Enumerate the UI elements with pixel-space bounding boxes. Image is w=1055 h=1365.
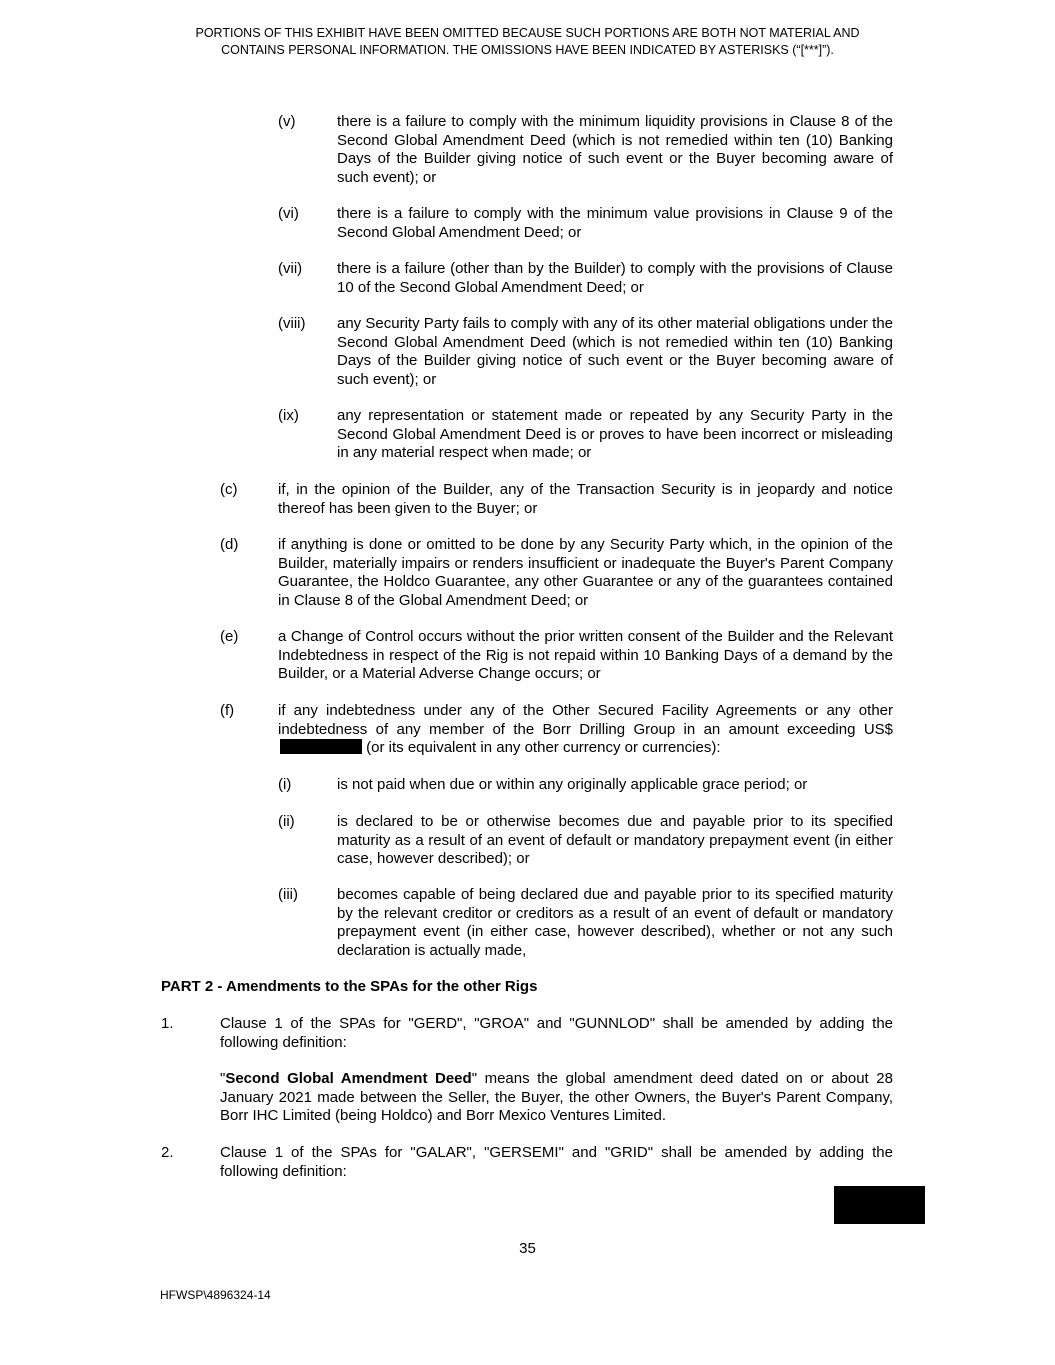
part-2-item-1 <box>161 1015 893 1052</box>
page-number: 35 <box>519 1240 536 1257</box>
clause-item-vi <box>278 205 893 242</box>
item-text: any Security Party fails to comply with any of its other material obligations under the Second Global Amendment Deed (which is not remedied within ten (10) Banking Days of the Builder giving notice of such event or the Buyer becoming aware of such event); or <box>337 315 893 388</box>
item-number: (v) <box>278 113 296 130</box>
redaction-block <box>834 1186 925 1224</box>
notice-line-2: CONTAINS PERSONAL INFORMATION. THE OMISSIONS HAVE BEEN INDICATED BY ASTERISKS (“[***]”). <box>221 43 834 57</box>
clause-item-viii <box>278 315 893 389</box>
item-text: is not paid when due or within any originally applicable grace period; or <box>337 776 808 793</box>
item-text: there is a failure (other than by the Builder) to comply with the provisions of Clause 10 of the Second Global Amendment Deed; or <box>337 260 893 296</box>
document-reference: HFWSP\4896324-14 <box>160 1288 271 1302</box>
clause-item-d <box>220 536 893 610</box>
item-text: becomes capable of being declared due and payable prior to its specified maturity by the relevant creditor or creditors as a result of an event of default or mandatory prepayment event (in either case, however described), whether or not any such declaration is actually made, <box>337 886 893 959</box>
item-text <box>278 702 893 758</box>
item-number: (iii) <box>278 886 298 903</box>
definition-open-quote: " <box>220 1070 226 1087</box>
defined-term: Second Global Amendment Deed <box>225 1070 472 1087</box>
clause-item-e <box>220 628 893 684</box>
item-number: (ii) <box>278 813 295 830</box>
item-text: Clause 1 of the SPAs for "GALAR", "GERSEMI" and "GRID" shall be amended by adding the following definition: <box>220 1144 893 1180</box>
item-text: if, in the opinion of the Builder, any of the Transaction Security is in jeopardy and notice thereof has been given to the Buyer; or <box>278 481 893 517</box>
item-text: is declared to be or otherwise becomes due and payable prior to its specified maturity as a result of an event of default or mandatory prepayment event (in either case, however described); or <box>337 813 893 868</box>
clause-item-f <box>220 702 893 758</box>
notice-line-1: PORTIONS OF THIS EXHIBIT HAVE BEEN OMITTED BECAUSE SUCH PORTIONS ARE BOTH NOT MATERIAL AND <box>195 26 860 40</box>
item-text-before-redaction: if any indebtedness under any of the Other Secured Facility Agreements or any other indebtedness of any member of the Borr Drilling Group in an amount exceeding US$ <box>278 702 893 738</box>
clause-item-i <box>278 776 893 795</box>
item-number: (vii) <box>278 260 303 277</box>
item-number: (e) <box>220 628 239 645</box>
item-number: (vi) <box>278 205 299 222</box>
item-text: there is a failure to comply with the minimum liquidity provisions in Clause 8 of the Second Global Amendment Deed (which is not remedied within ten (10) Banking Days of the Builder giving notice of such event or the Buyer becoming aware of such event); or <box>337 113 893 186</box>
part-2-heading: PART 2 - Amendments to the SPAs for the other Rigs <box>161 978 538 995</box>
redaction-bar <box>280 739 362 754</box>
item-number: (ix) <box>278 407 299 424</box>
clause-item-c <box>220 481 893 518</box>
item-number: (viii) <box>278 315 306 332</box>
item-text: there is a failure to comply with the minimum value provisions in Clause 9 of the Second Global Amendment Deed; or <box>337 205 893 241</box>
item-text: if anything is done or omitted to be done by any Security Party which, in the opinion of the Builder, materially impairs or renders insufficient or inadequate the Buyer's Parent Company Guarantee, the Holdco Guarantee, any other Guarantee or any of the guarantees contained in Clause 8 of the Global Amendment Deed; or <box>278 536 893 609</box>
item-number: (f) <box>220 702 235 719</box>
omission-notice <box>120 25 935 59</box>
definition-paragraph <box>220 1070 893 1126</box>
item-number: (d) <box>220 536 239 553</box>
item-number: 2. <box>161 1144 174 1161</box>
clause-item-v <box>278 113 893 187</box>
item-number: (c) <box>220 481 238 498</box>
item-number: 1. <box>161 1015 174 1032</box>
clause-item-iii <box>278 886 893 960</box>
item-text: any representation or statement made or repeated by any Security Party in the Second Global Amendment Deed is or proves to have been incorrect or misleading in any material respect when made; or <box>337 407 893 462</box>
clause-item-ix <box>278 407 893 463</box>
item-number: (i) <box>278 776 292 793</box>
item-text-after-redaction: (or its equivalent in any other currency or currencies): <box>366 739 721 757</box>
part-2-item-2 <box>161 1144 893 1181</box>
clause-item-ii <box>278 813 893 869</box>
definition-body: " means the global amendment deed dated on or about 28 January 2021 made between the Seller, the Buyer, the other Owners, the Buyer's Parent Company, Borr IHC Limited (being Holdco) and Borr Mexico Ventures Limited. <box>220 1070 893 1125</box>
item-text: a Change of Control occurs without the prior written consent of the Builder and the Relevant Indebtedness in respect of the Rig is not repaid within 10 Banking Days of a demand by the Builder, or a Material Adverse Change occurs; or <box>278 628 893 683</box>
item-text: Clause 1 of the SPAs for "GERD", "GROA" and "GUNNLOD" shall be amended by adding the following definition: <box>220 1015 893 1051</box>
clause-item-vii <box>278 260 893 297</box>
